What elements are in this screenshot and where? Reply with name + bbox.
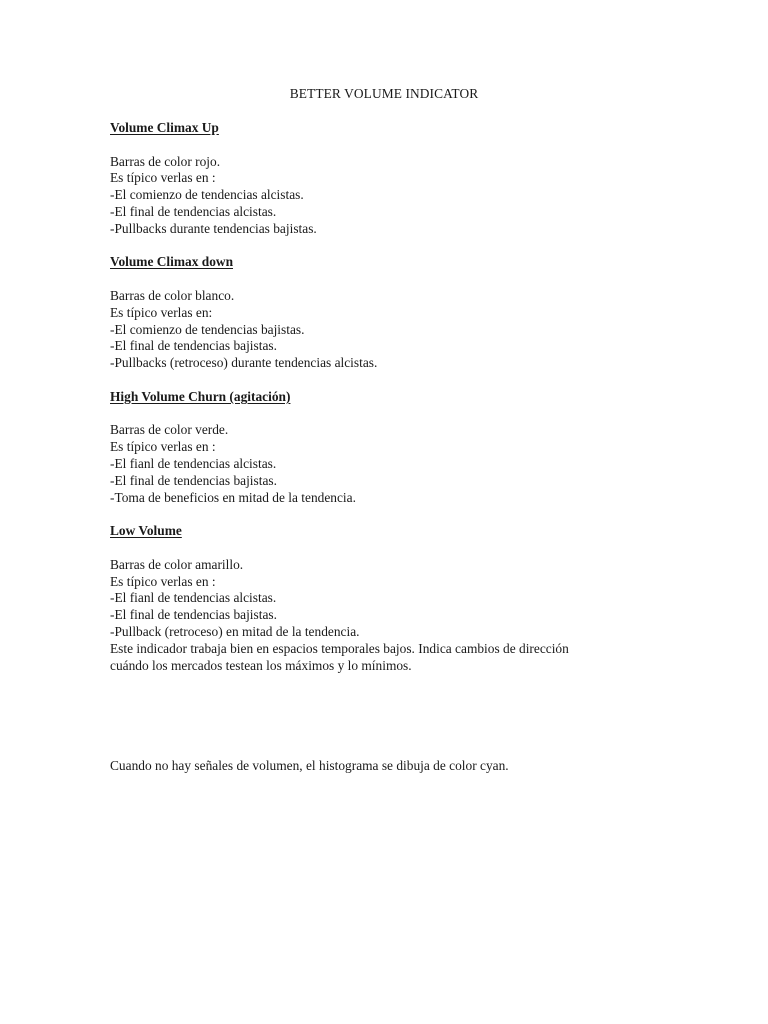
- section-line: Barras de color verde.: [110, 422, 229, 438]
- section-heading: Volume Climax Up: [110, 120, 219, 135]
- section-line: -Pullbacks (retroceso) durante tendencias alcistas.: [110, 355, 378, 371]
- section-line: -El fianl de tendencias alcistas.: [110, 590, 277, 606]
- spacer: [110, 238, 670, 255]
- section-line: Es típico verlas en :: [110, 439, 216, 455]
- section-line: -Pullback (retroceso) en mitad de la tendencia.: [110, 623, 360, 639]
- section-heading: High Volume Churn (agitación): [110, 388, 291, 404]
- section-line: -El final de tendencias bajistas.: [110, 472, 277, 488]
- section-line: -El comienzo de tendencias bajistas.: [110, 321, 305, 337]
- section-line: Barras de color rojo.: [110, 153, 221, 169]
- section-high-volume-churn: [110, 389, 670, 507]
- section-line: -El final de tendencias bajistas.: [110, 338, 277, 354]
- section-volume-climax-up: [110, 120, 670, 238]
- section-line: Barras de color amarillo.: [110, 556, 244, 572]
- section-line: -El comienzo de tendencias alcistas.: [110, 187, 304, 203]
- spacer: [110, 372, 670, 389]
- section-line: -El final de tendencias alcistas.: [110, 203, 277, 219]
- footer-note: Cuando no hay señales de volumen, el histograma se dibuja de color cyan.: [110, 758, 509, 773]
- section-line: Es típico verlas en :: [110, 170, 216, 186]
- document-body: [110, 120, 670, 674]
- section-line: Es típico verlas en :: [110, 573, 216, 589]
- section-heading: Volume Climax down: [110, 254, 234, 270]
- section-line: Es típico verlas en:: [110, 304, 213, 320]
- section-line: Barras de color blanco.: [110, 287, 235, 303]
- spacer: [110, 506, 670, 523]
- section-heading: Low Volume: [110, 523, 182, 539]
- section-line: cuándo los mercados testean los máximos y lo mínimos.: [110, 657, 412, 673]
- section-low-volume: [110, 523, 670, 674]
- section-line: -El fianl de tendencias alcistas.: [110, 455, 277, 471]
- section-line: -Toma de beneficios en mitad de la tendencia.: [110, 489, 356, 505]
- section-line: -Pullbacks durante tendencias bajistas.: [110, 220, 317, 236]
- section-volume-climax-down: [110, 254, 670, 372]
- section-line: -El final de tendencias bajistas.: [110, 607, 277, 623]
- section-line: Este indicador trabaja bien en espacios temporales bajos. Indica cambios de dirección: [110, 640, 569, 656]
- document-title: BETTER VOLUME INDICATOR: [289, 86, 479, 101]
